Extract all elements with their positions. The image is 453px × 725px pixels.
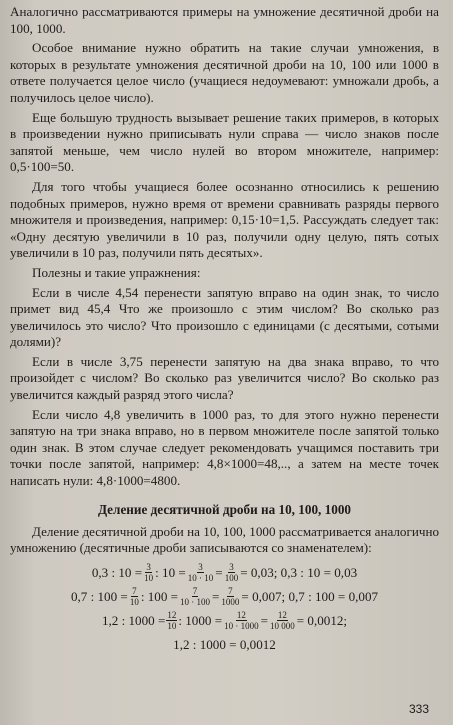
formula-row-1 xyxy=(10,561,439,585)
denominator: 10 xyxy=(129,597,139,608)
denominator: 10 · 100 xyxy=(180,597,211,608)
denominator: 10 · 1000 xyxy=(224,621,259,632)
formula-block xyxy=(10,561,439,655)
denominator: 1000 xyxy=(221,597,240,608)
paragraph-8: Если число 4,8 увеличить в 1000 раз, то для этого нужно перенести запятую на три знака вправо, но в первом множителе после запятой только один знак. В этом случае следует рекомендовать учащимся поставить три точки после запятой, например: 4,8×1000=48,.., а затем на месте точек написать нули: 4,8·1000=4800. xyxy=(10,406,439,489)
page-number: 333 xyxy=(408,702,429,716)
paragraph-7: Если в числе 3,75 перенести запятую на два знака вправо, то что произойдет с числом? Во сколько раз увеличится число? Во сколько раз увеличится каждый разряд этого числа? xyxy=(10,353,439,403)
fraction xyxy=(269,610,296,631)
numerator: 12 xyxy=(167,610,177,621)
division-paragraph: Деление десятичной дроби на 10, 100, 1000 рассматривается аналогично умножению (десятичные дроби записываются со знаменателем): xyxy=(10,523,439,556)
paragraph-5: Полезны и такие упражнения: xyxy=(32,264,201,280)
fraction xyxy=(143,562,154,583)
denominator: 10 000 xyxy=(270,621,295,632)
fraction xyxy=(129,586,140,607)
numerator: 7 xyxy=(228,586,233,597)
denominator: 10 · 10 xyxy=(187,573,214,584)
formula-text: : 100 = xyxy=(140,588,179,604)
formula-text: = xyxy=(260,612,268,628)
fraction xyxy=(166,610,177,631)
paragraph-3: Еще большую трудность вызывает решение таких примеров, в которых в произведении нужно приписывать нули справа — число знаков после запятой меньше, чем число нулей во втором множителе, например: 0,5·100=50. xyxy=(10,109,439,175)
paragraph-1: Аналогично рассматриваются примеры на умножение десятичной дроби на 100, 1000. xyxy=(10,4,439,36)
formula-text: = xyxy=(215,564,223,580)
formula-text: : 10 = xyxy=(155,564,186,580)
formula-text: = 0,0012; xyxy=(296,612,348,628)
paragraph-6: Если в числе 4,54 перенести запятую вправо на один знак, то число примет вид 45,4 Что же произошло с этим числом? Во сколько раз увеличилось это число? Что произошло с единицами (с десятыми, сотыми долями)? xyxy=(10,284,439,350)
denominator: 100 xyxy=(224,573,239,584)
denominator: 10 xyxy=(144,573,154,584)
paragraph-4: Для того чтобы учащиеся более осознанно относились к решению подобных примеров, нужно время от времени сравнивать разряды первого множителя и произведения, например: 0,15·10=1,5. Рассуждать следует так: «Одну десятую увеличили в 10 раз, получили одну целую, пять сотых увеличили в 10 раз, получили пять десятых». xyxy=(10,178,439,261)
fraction xyxy=(179,586,211,607)
numerator: 3 xyxy=(198,562,203,573)
formula-text: 1,2 : 1000 = xyxy=(101,612,166,628)
formula-text: 0,3 : 10 = xyxy=(91,564,143,580)
formula-text: 0,7 : 100 = xyxy=(70,588,128,604)
formula-text: 1,2 : 1000 = 0,0012 xyxy=(173,636,276,652)
fraction xyxy=(224,562,240,583)
numerator: 12 xyxy=(236,610,246,621)
numerator: 7 xyxy=(192,586,198,597)
denominator: 10 xyxy=(167,621,177,632)
formula-text: = xyxy=(212,588,220,604)
numerator: 7 xyxy=(132,586,137,597)
fraction xyxy=(187,562,215,583)
fraction xyxy=(223,610,260,631)
paragraph-2: Особое внимание нужно обратить на такие случаи умножения, в которых в результате умножения десятичной дроби на 10, 100 или 1000 в ответе получается целое число (учащиеся недоумевают: умножали дробь, а получилось целое число). xyxy=(10,40,439,105)
fraction xyxy=(220,586,240,607)
numerator: 3 xyxy=(229,562,234,573)
formula-text: : 1000 = xyxy=(178,612,223,628)
formula-text: = 0,03; 0,3 : 10 = 0,03 xyxy=(240,564,358,580)
formula-text: = 0,007; 0,7 : 100 = 0,007 xyxy=(241,588,379,604)
formula-row-2 xyxy=(10,585,439,609)
numerator: 3 xyxy=(146,562,151,573)
section-heading: Деление десятичной дроби на 10, 100, 1000 xyxy=(97,501,352,517)
numerator: 12 xyxy=(277,610,287,621)
formula-row-4 xyxy=(10,635,439,655)
formula-row-3 xyxy=(10,609,439,633)
